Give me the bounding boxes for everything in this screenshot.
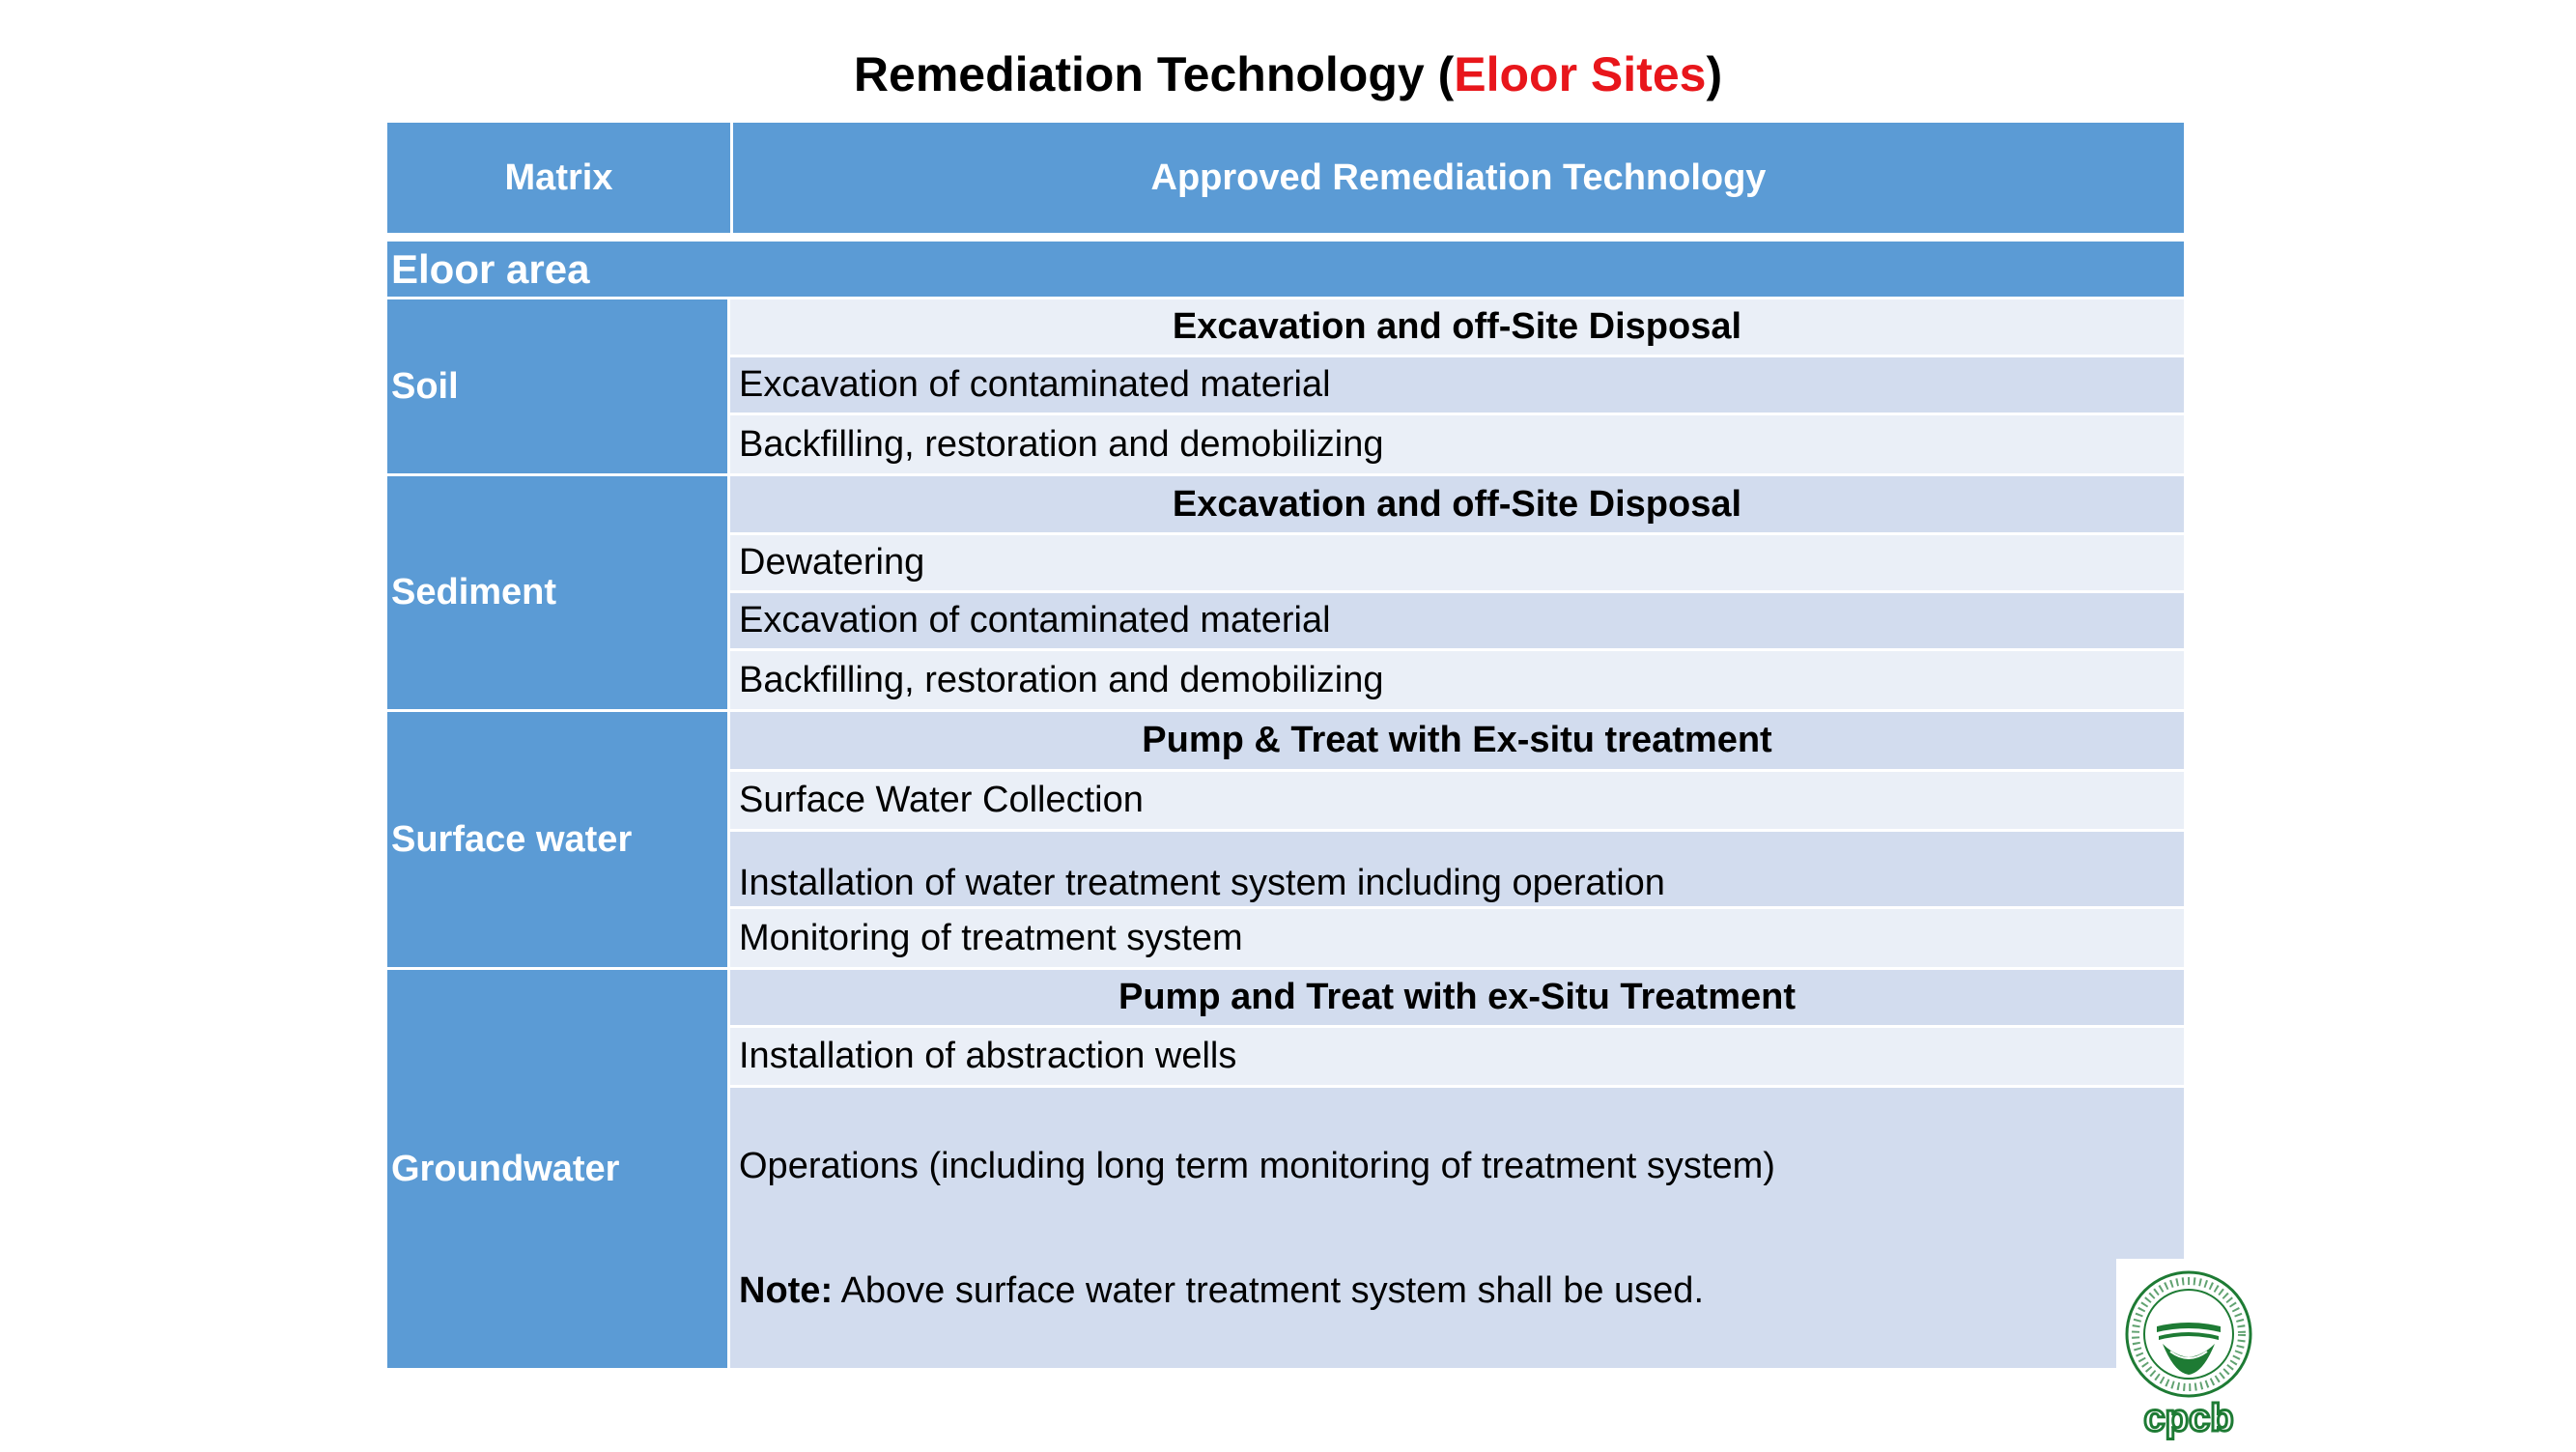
table-row — [730, 1088, 2184, 1368]
technology-heading: Pump & Treat with Ex-situ treatment — [730, 712, 2184, 772]
table-row: Installation of water treatment system including operation — [730, 832, 2184, 909]
table-row: Backfilling, restoration and demobilizing — [730, 415, 2184, 473]
table-row: Backfilling, restoration and demobilizing — [730, 651, 2184, 709]
table-row: Excavation of contaminated material — [730, 593, 2184, 651]
group-groundwater — [387, 970, 2184, 1368]
group-sediment — [387, 476, 2184, 712]
header-technology: Approved Remediation Technology — [1150, 157, 1767, 198]
header-matrix: Matrix — [387, 123, 733, 233]
note-label: Note: — [739, 1270, 834, 1311]
technology-heading: Excavation and off-Site Disposal — [730, 476, 2184, 535]
title-main: Remediation Technology ( — [853, 47, 1455, 101]
note-text — [739, 1270, 1704, 1312]
note-body: Above surface water treatment system shall be used. — [833, 1270, 1704, 1311]
matrix-cell: Sediment — [387, 476, 730, 709]
table-row: Surface Water Collection — [730, 772, 2184, 832]
logo-text: cpcb — [2143, 1397, 2234, 1439]
matrix-cell: Groundwater — [387, 970, 730, 1368]
table-row: Installation of abstraction wells — [730, 1028, 2184, 1088]
matrix-cell: Surface water — [387, 712, 730, 967]
table-row: Dewatering — [730, 535, 2184, 593]
table-row: Monitoring of treatment system — [730, 909, 2184, 967]
technology-heading: Pump and Treat with ex-Situ Treatment — [730, 970, 2184, 1028]
operations-text: Operations (including long term monitoring of treatment system) — [739, 1146, 1775, 1186]
group-surface-water — [387, 712, 2184, 970]
remediation-table — [387, 123, 2184, 1368]
slide-title — [0, 46, 2576, 102]
title-end: ) — [1706, 47, 1723, 101]
title-accent: Eloor Sites — [1454, 47, 1707, 101]
table-header-row — [387, 123, 2184, 233]
cpcb-logo-icon — [2116, 1259, 2261, 1447]
table-row: Excavation of contaminated material — [730, 357, 2184, 415]
group-soil — [387, 299, 2184, 476]
matrix-cell: Soil — [387, 299, 730, 473]
technology-heading: Excavation and off-Site Disposal — [730, 299, 2184, 357]
area-label: Eloor area — [387, 242, 2184, 299]
